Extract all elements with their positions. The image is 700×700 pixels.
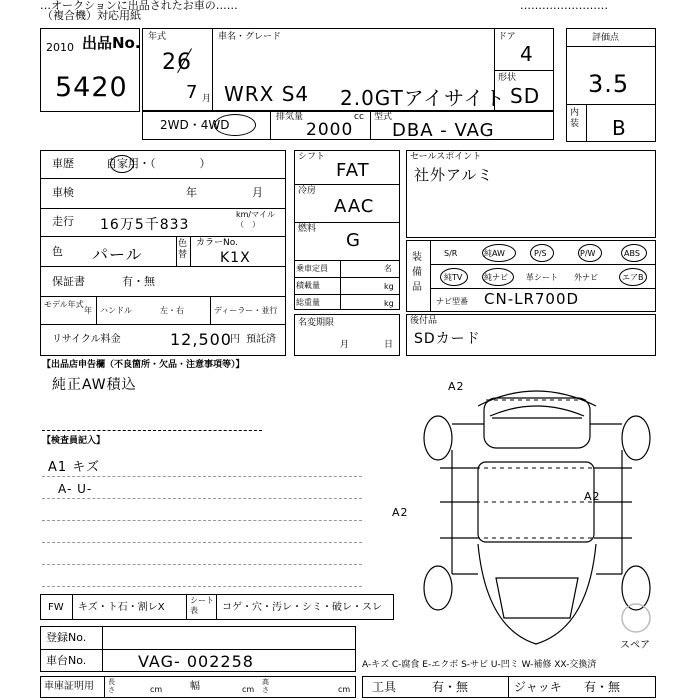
capacity-label: 乗車定員 [296,264,328,273]
history-label: 車歴 [52,157,74,170]
color-change-label: 色替 [178,239,188,260]
equip-extnavi: 外ナビ [574,273,598,282]
vehicle-name: WRX S4 [224,82,310,106]
shift-label: シフト [298,152,326,162]
header-cut-right: …………………… [520,0,608,12]
recycle-label: リサイクル料金 [52,334,121,345]
displacement-value: 2000 [306,120,354,140]
jack-value: 有・無 [584,680,621,694]
dealer-label: ディーラー・並行 [214,306,278,315]
equip-sr: S/R [444,249,458,258]
equip-ps: P/S [534,249,547,258]
inspection-label: 車検 [52,186,74,199]
chassis-value: VAG- 002258 [138,652,254,671]
lot-label: 出品No. [82,34,141,52]
fw-text: キズ・ト石・割レX [78,602,165,613]
color-label: 色 [52,245,63,258]
drive-value: 2WD・4WD [160,118,230,132]
capacity-unit: 名 [384,264,392,273]
inspector-line1: A1 キズ [48,460,101,475]
damage-mark-front: A2 [448,380,465,393]
gross-unit: kg [384,299,394,308]
mileage-unit: km/マイル（ ） [236,210,275,229]
drive-circle [214,114,256,136]
inspection-year: 年 [186,186,197,199]
sales-point-text: 社外アルミ [414,166,494,184]
displacement-label: 排気量 [276,112,304,122]
fuel-label: 燃料 [298,224,317,234]
equip-junaw: 純AW [484,249,505,258]
length-label: 長さ [108,678,115,694]
jack-label: ジャッキ [514,680,562,694]
seat-label: シート表 [190,596,214,615]
model-label: 型式 [374,112,393,122]
score-label: 評価点 [592,33,620,43]
form-title: （複合機）対応用紙 [42,9,141,22]
inspector-label: 【検査員記入】 [42,436,106,446]
equip-juntv: 純TV [444,273,463,282]
gross-label: 総重量 [296,298,320,307]
warranty-label: 保証書 [52,275,85,288]
fw-label: FW [48,602,64,613]
displacement-unit: cc [354,112,364,122]
remarks-label: 【出品店申告欄（不良箇所・欠品・注意事項等）】 [42,360,245,370]
navi-value: CN-LR700D [484,290,580,308]
interior-label: 内装 [570,108,580,129]
door-value: 4 [520,42,534,66]
cooling-value: AAC [334,196,375,217]
mileage-label: 走行 [52,215,74,228]
equip-leather: 革シート [526,273,558,282]
year-value: 26 [162,50,192,75]
width-unit: cm [242,685,255,694]
color-no-value: K1X [220,250,251,266]
equip-junnavi: 純ナビ [484,273,508,282]
navi-label: ナビ型番 [436,297,468,306]
door-label: ドア [498,32,516,42]
vehicle-grade: 2.0GTアイサイト [340,86,506,110]
warranty-value: 有・無 [122,275,155,288]
mileage-value: 16万5千833 [100,217,190,233]
tools-label: 工具 [372,680,397,694]
load-unit: kg [384,282,394,291]
month-value: 7 [186,82,199,103]
recycle-unit: 円 [230,334,240,345]
model-year-unit: 年 [84,306,92,315]
cert-label: 車庫証明用 [44,681,94,692]
aftermarket-value: SDカード [414,331,481,347]
color-value: パール [92,245,143,264]
header-cut-left: …オークションに出品されたお車の…… [40,0,238,12]
equip-abs: ABS [624,249,640,258]
aftermarket-label: 後付品 [410,316,438,326]
interior-value: B [612,116,627,140]
name-change-month: 月 [340,340,350,350]
handle-label: ハンドル [100,306,132,315]
inspection-month: 月 [252,186,263,199]
year-label: 年式 [148,32,167,42]
spare-label: スペア [620,640,650,651]
history-circle [110,155,134,173]
remarks-text: 純正AW積込 [52,377,137,393]
lot-year-tag: 2010 [46,41,74,54]
damage-legend: A-キズ C-腐食 E-エクボ S-サビ U-凹ミ W-補修 XX-交換済 [362,660,597,670]
name-change-day: 日 [384,340,394,350]
handle-value: 左・右 [160,306,184,315]
recycle-note: 預託済 [246,334,276,345]
color-no-label: カラーNo. [196,238,238,248]
name-change-label: 名変期限 [298,318,335,328]
car-damage-diagram [400,378,700,658]
damage-mark-right: A2 [584,490,601,503]
inspector-line2: A- U- [58,482,93,496]
name-label: 車名・グレード [218,32,282,42]
damage-mark-left: A2 [392,506,409,519]
equip-airbag: エアB [622,273,644,282]
width-label: 幅 [190,681,200,692]
score-value: 3.5 [588,70,630,98]
fuel-value: G [346,230,361,251]
shift-value: FAT [336,160,370,181]
seat-text: コゲ・穴・汚レ・シミ・破レ・スレ [222,602,382,613]
recycle-value: 12,500 [170,330,232,349]
height-unit: cm [338,685,351,694]
model-year-label: モデル年式 [44,300,84,309]
load-label: 積載量 [296,281,320,290]
chassis-label: 車台No. [46,654,87,667]
shape-value: SD [510,84,541,108]
cooling-label: 冷房 [298,186,317,196]
history-value: 自家用・（ ） [106,157,211,170]
length-unit: cm [150,685,163,694]
equip-pw: P/W [580,249,596,258]
model-value: DBA - VAG [392,120,495,141]
lot-number: 5420 [55,72,128,103]
registration-label: 登録No. [46,631,87,644]
height-label: 高さ [262,678,269,694]
month-unit: 月 [202,94,212,104]
equipment-label: 装備品 [412,252,422,293]
sales-point-label: セールスポイント [410,152,482,162]
tools-value: 有・無 [432,680,469,694]
shape-label: 形状 [498,73,517,83]
